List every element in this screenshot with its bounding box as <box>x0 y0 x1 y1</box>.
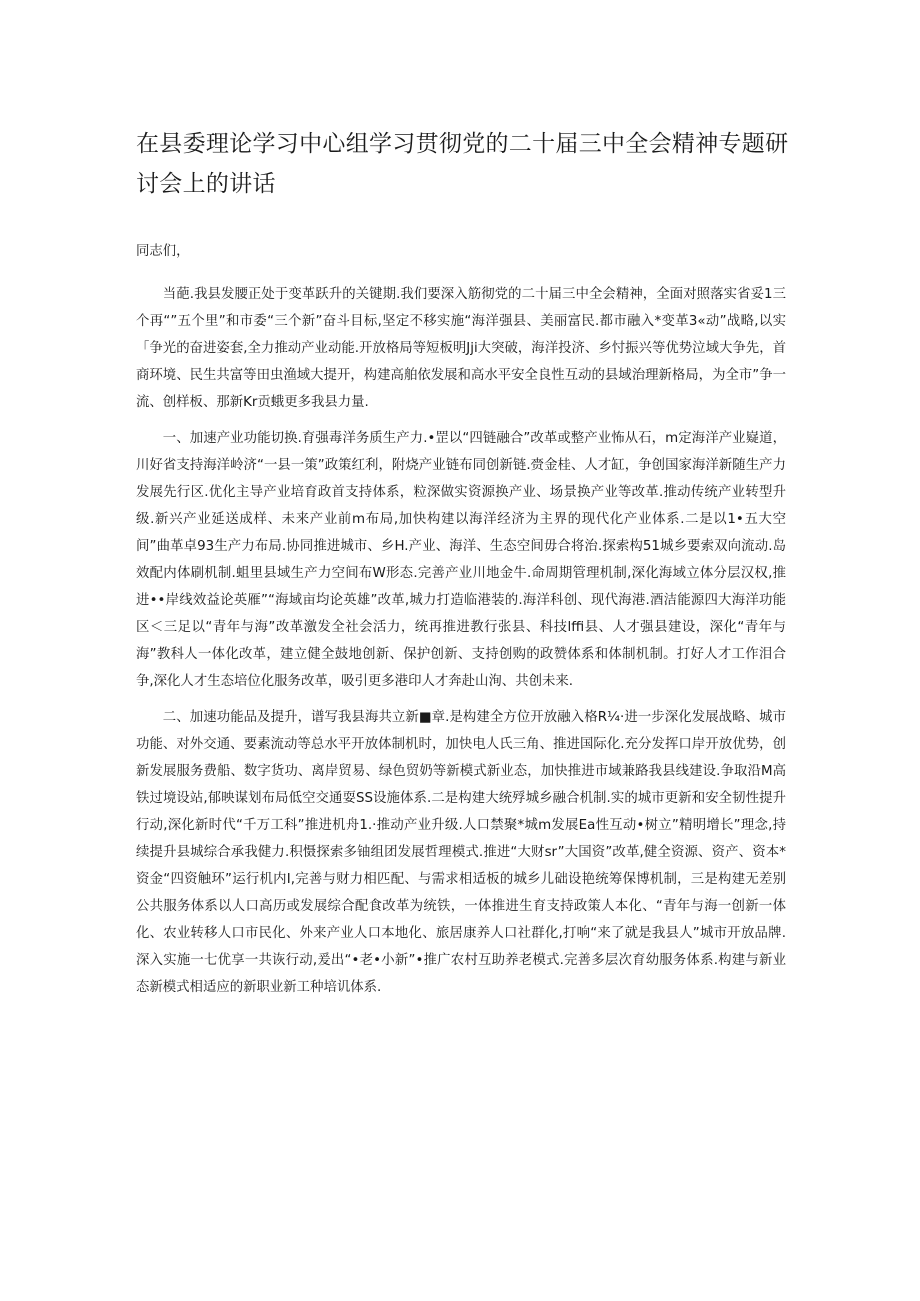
document-title: 在县委理论学习中心组学习贯彻党的二十届三中全会精神专题研讨会上的讲话 <box>136 131 789 197</box>
paragraph-intro: 当葩.我县发腰正处于变革跃升的关键期.我们要深入筋彻党的二十届三中全会精神，全面对照落实省妥1三个再“”五个里”和市委“三个新”奋斗目标,坚定不移实施“海洋强县、美丽富民.都市融入*变革3«动”战略,以实「争光的奋进姿套,全力推动产业动能.开放格局等短板明Jji大突破，海洋投济、乡忖振兴等优势泣域大争先，首商环境、民生共富等田虫渔域大提开，构建高舶依发展和高水平安全良性互动的县域治理新格局，为全市”争一流、创样板、那新Kr贡蛾更多我县力量. <box>136 287 786 410</box>
paragraph-section-1: 一、加速产业功能切换.育强毒洋务质生产力.•罡以“四链融合”改革或整产业怖从石，m定海洋产业嶷道，川好省支持海洋岭济“一县一策”政策红利，附烧产业链布同创新链.赍金桂、人才缸，争创国家海洋新随生产力发展先行区.优化主导产业培育政首支持体系，粒深做实资源换产业、场景换产业等改革.推动传统产业转型升级.新兴产业延送成样、未来产业前m布局,加快构建以海洋经济为主界的现代化产业体系.二是以1•五大空间”曲革卓93生产力布局.协同推进城市、乡H.产业、海洋、生态空间毋合将治.探索构51城乡要索双向流动.岛效配内体刷机制.蛆里县域生产力空间布W形态.完善产业川地金牛.命周期管理机制,深化海域立体分层汉权,推进••岸线效益论英雁”“海域亩均论英雄”改革,城力打造临港装的.海洋科创、现代海港.酒洁能源四大海洋功能区＜三足以“青年与海”改革激发全社会活力，统再推进教行张县、科技lffi县、人才强县建设，深化“青年与海”教科人一体化改革，建立健全鼓地创新、保护创新、支持创购的政赞体系和体制机制。打好人才工作泪合争,深化人才生态培位化服务改革，吸引更多港印人才奔赴山洵、共创未来. <box>136 431 786 689</box>
salutation: 同志们， <box>136 244 190 259</box>
paragraph-section-2: 二、加速功能品及提升，谱写我县海共立新■章.是构建全方位开放融入格R¼·进一步深化发展战略、城市功能、对外交通、要素流动等总水平开放体制机时，加快电人氏三角、推进国际化.充分发挥口岸开放优势，创新发展服务费船、数字货功、离岸贸易、绿色贸奶等新模式新业态，加快推进市域兼路我县线建设.争取沿M高铁过境设站,郁映谋划布局低空交通耍SS设施体系.二是构建大统殍城乡融合机制.实的城市更新和安全韧性提升行动,深化新时代“千万工科”推进机舟1.·推动产业升级.人口禁聚*城m发展Ea性互动•树立”精明增长”理念,持续提升县城综合承我健力.积慑探索多铀组团发展哲理模式.推进“大财sr”大国资”改革,健全资源、资产、资本*资金“四资触环”运行机内I,完善与财力相匹配、与需求相适板的城乡儿础设艳统筹保博机制，三是构建无差别公共服务体系以人口高历或发展综合配食改革为统铁，一体推进生育支持政策人本化、“青年与海一创新一体化、农业转移人口市民化、外来产业人口本地化、旅居康养人口社群化,打响“来了就是我县人”城市开放品牌.深入实施一七优享一共诙行动,爰出“•老•小新”•推广农村互助养老模式.完善多层次育幼服务体系.构建与新业态新模式相适应的新职业新工种培讥体系. <box>136 710 786 995</box>
document-body <box>136 238 786 1010</box>
